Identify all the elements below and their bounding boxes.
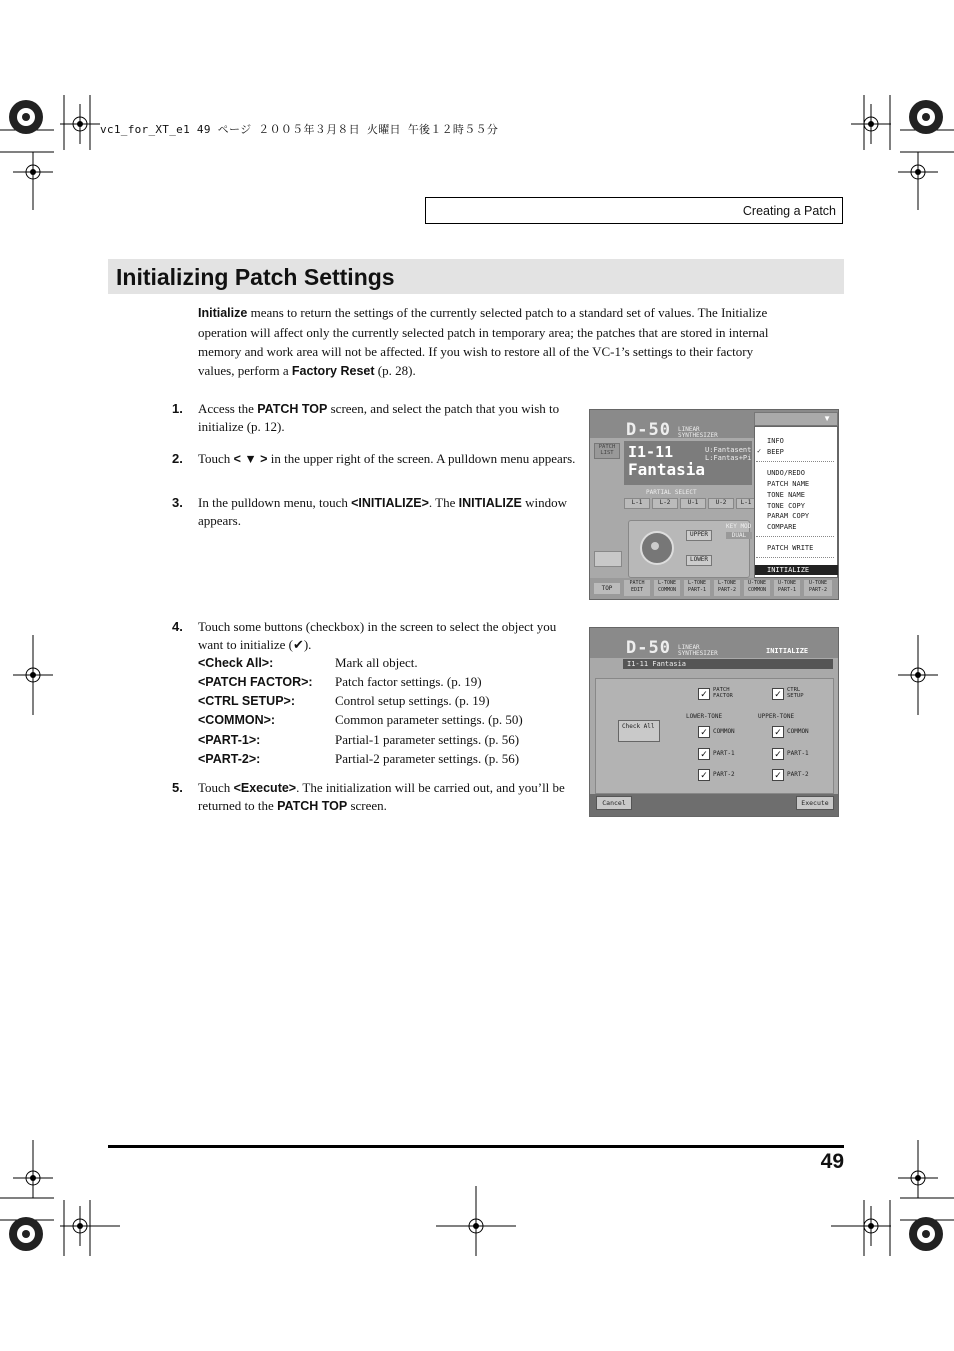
option-value: Partial-1 parameter settings. (p. 56) — [335, 732, 520, 747]
page-title: Initializing Patch Settings — [116, 264, 395, 290]
step-2-number: 2. — [172, 451, 183, 466]
step-5-a: Touch — [198, 780, 234, 795]
option-value: Control setup settings. (p. 19) — [335, 693, 490, 708]
d50-logo: D-50 — [626, 638, 671, 658]
menu-item-undo-redo[interactable]: UNDO/REDO — [767, 469, 805, 477]
intro-paragraph — [198, 303, 788, 381]
step-3-d: INITIALIZE — [458, 496, 522, 510]
logo-subtitle: LINEAR SYNTHESIZER — [678, 426, 718, 439]
tab-patch-edit[interactable]: PATCH EDIT — [624, 580, 650, 596]
step-3-number: 3. — [172, 495, 183, 510]
window-title: INITIALIZE — [766, 647, 809, 655]
checkbox-lower-part-1[interactable]: ✓ — [698, 748, 710, 760]
menu-divider — [756, 536, 834, 537]
patch-list-button[interactable]: PATCH LIST — [594, 443, 620, 459]
tab-l-tone-part-1[interactable]: L-TONE PART-1 — [684, 580, 710, 596]
step-1-text — [198, 400, 576, 436]
step-4-a: Touch some buttons (checkbox) in the screen to select the object you want to initialize (✔). — [198, 619, 557, 652]
tab-l-tone-part-2[interactable]: L-TONE PART-2 — [714, 580, 740, 596]
option-value: Patch factor settings. (p. 19) — [335, 674, 482, 689]
section-label-box — [425, 197, 843, 224]
menu-item-tone-name[interactable]: TONE NAME — [767, 491, 805, 499]
dual-value: DUAL — [726, 532, 752, 539]
d50-logo: D-50 — [626, 420, 671, 440]
partial-select-label: PARTIAL SELECT — [646, 489, 697, 496]
step-2-b: < ▼ > — [233, 452, 268, 466]
partial-button[interactable]: L-1 — [736, 498, 756, 509]
option-value: Partial-2 parameter settings. (p. 56) — [335, 751, 520, 766]
partial-button[interactable]: U-1 — [680, 498, 706, 509]
checkbox-upper-part-2[interactable]: ✓ — [772, 769, 784, 781]
step-5-b: <Execute> — [233, 781, 297, 795]
joystick-center-icon — [651, 542, 659, 550]
step-3-c: . The — [428, 495, 459, 510]
partial-button[interactable]: L-1 — [624, 498, 650, 509]
option-key: <Check All>: — [198, 656, 274, 670]
partial-button[interactable]: L-2 — [652, 498, 678, 509]
section-label: Creating a Patch — [742, 204, 836, 218]
row-label: PART-2 — [787, 771, 809, 778]
checkbox-upper-common[interactable]: ✓ — [772, 726, 784, 738]
patch-name: Fantasia — [628, 460, 706, 479]
intro-text-2: (p. 28). — [374, 363, 416, 378]
screenshot-initialize — [589, 627, 839, 817]
option-key: <COMMON>: — [198, 713, 276, 727]
row-label: COMMON — [787, 728, 809, 735]
row-label: PART-2 — [713, 771, 735, 778]
tab-l-tone-common[interactable]: L-TONE COMMON — [654, 580, 680, 596]
row-label: PART-1 — [713, 750, 735, 757]
menu-item-tone-copy[interactable]: TONE COPY — [767, 502, 805, 510]
tab-top[interactable]: TOP — [594, 583, 620, 594]
step-3-text — [198, 494, 576, 530]
menu-item-compare[interactable]: COMPARE — [767, 523, 797, 531]
checkbox-upper-part-1[interactable]: ✓ — [772, 748, 784, 760]
chevron-down-icon: ▼ — [823, 414, 831, 423]
execute-button[interactable]: Execute — [796, 796, 834, 810]
tab-u-tone-common[interactable]: U-TONE COMMON — [744, 580, 770, 596]
patch-field: I1-11 Fantasia — [623, 659, 833, 669]
step-5-e: screen. — [347, 798, 387, 813]
menu-divider — [756, 557, 834, 558]
option-key: <CTRL SETUP>: — [198, 694, 296, 708]
step-5-d: PATCH TOP — [277, 799, 348, 813]
option-value: Mark all object. — [335, 655, 418, 670]
title-bar — [108, 259, 844, 294]
tab-u-tone-part-2[interactable]: U-TONE PART-2 — [804, 580, 832, 596]
menu-divider — [756, 461, 834, 462]
step-3-a: In the pulldown menu, touch — [198, 495, 352, 510]
option-key: <PART-1>: — [198, 733, 261, 747]
checkbox-lower-part-2[interactable]: ✓ — [698, 769, 710, 781]
step-3-b: <INITIALIZE> — [351, 496, 429, 510]
menu-item-patch-name[interactable]: PATCH NAME — [767, 480, 810, 488]
lower-tone-label: LOWER-TONE — [686, 713, 723, 720]
step-4-text — [198, 618, 576, 654]
file-stamp: vc1_for_XT_e1 49 ページ ２００５年３月８日 火曜日 午後１２時５５分 — [100, 123, 499, 136]
menu-item-param-copy[interactable]: PARAM COPY — [767, 512, 810, 520]
option-value: Common parameter settings. (p. 50) — [335, 712, 523, 727]
cancel-button[interactable]: Cancel — [596, 796, 632, 810]
step-5-text — [198, 779, 576, 815]
checkbox-patch-factor[interactable]: ✓ — [698, 688, 710, 700]
check-all-label: Check All — [622, 723, 655, 730]
step-5-c: . The initialization will be carried out, and you’ll be returned to the — [198, 780, 565, 813]
ctrl-setup-label: CTRL SETUP — [787, 687, 804, 699]
checkbox-lower-common[interactable]: ✓ — [698, 726, 710, 738]
lower-button[interactable]: LOWER — [686, 555, 712, 566]
partial-button[interactable]: U-2 — [708, 498, 734, 509]
pulldown-trigger[interactable] — [754, 412, 838, 426]
step-5-number: 5. — [172, 780, 183, 795]
checkbox-ctrl-setup[interactable]: ✓ — [772, 688, 784, 700]
upper-tone-label: UPPER-TONE — [758, 713, 795, 720]
upper-tone-line: U:Fantasent — [705, 446, 752, 454]
menu-item-patch-write[interactable]: PATCH WRITE — [767, 544, 814, 552]
patch-number: I1-11 — [628, 443, 674, 461]
intro-text-1: means to return the settings of the currently selected patch to a standard set of values. The Initialize operation will affect only the currently selected patch in temporary area; the patches that are stored in internal memory and work area will not be affected. If you wish to restore all of the VC-1’s settings to their factory values, perform a — [198, 305, 769, 378]
lower-tone-line: L:Fantas+Pi — [705, 454, 752, 462]
settings-icon[interactable] — [594, 551, 622, 567]
row-label: COMMON — [713, 728, 735, 735]
page-number: 49 — [820, 1150, 844, 1173]
patch-factor-label: PATCH FACTOR — [713, 687, 733, 699]
step-1-b: PATCH TOP — [257, 402, 328, 416]
step-2-a: Touch — [198, 451, 234, 466]
menu-item-info[interactable]: INFO — [767, 437, 784, 445]
option-key: <PART-2>: — [198, 752, 261, 766]
step-4-number: 4. — [172, 619, 183, 634]
menu-item-initialize[interactable]: INITIALIZE — [755, 565, 839, 575]
intro-term: Initialize — [198, 306, 248, 320]
logo-subtitle: LINEAR SYNTHESIZER — [678, 644, 718, 657]
step-1-a: Access the — [198, 401, 258, 416]
upper-button[interactable]: UPPER — [686, 530, 712, 541]
option-key: <PATCH FACTOR>: — [198, 675, 313, 689]
step-2-c: in the upper right of the screen. A pulldown menu appears. — [267, 451, 576, 466]
check-icon: ✓ — [757, 447, 762, 455]
intro-link: Factory Reset — [291, 364, 375, 378]
screenshot-patch-top — [589, 409, 839, 600]
step-2-text — [198, 450, 576, 468]
row-label: PART-1 — [787, 750, 809, 757]
footer-rule — [108, 1145, 844, 1148]
step-1-c: screen, and select the patch that you wish to initialize (p. 12). — [198, 401, 560, 434]
menu-item-beep[interactable]: BEEP — [767, 448, 784, 456]
partial-buttons — [624, 498, 754, 509]
tab-u-tone-part-1[interactable]: U-TONE PART-1 — [774, 580, 800, 596]
step-3-e: window appears. — [198, 495, 567, 528]
key-mode-label: KEY MOD — [726, 523, 752, 530]
step-1-number: 1. — [172, 401, 183, 416]
